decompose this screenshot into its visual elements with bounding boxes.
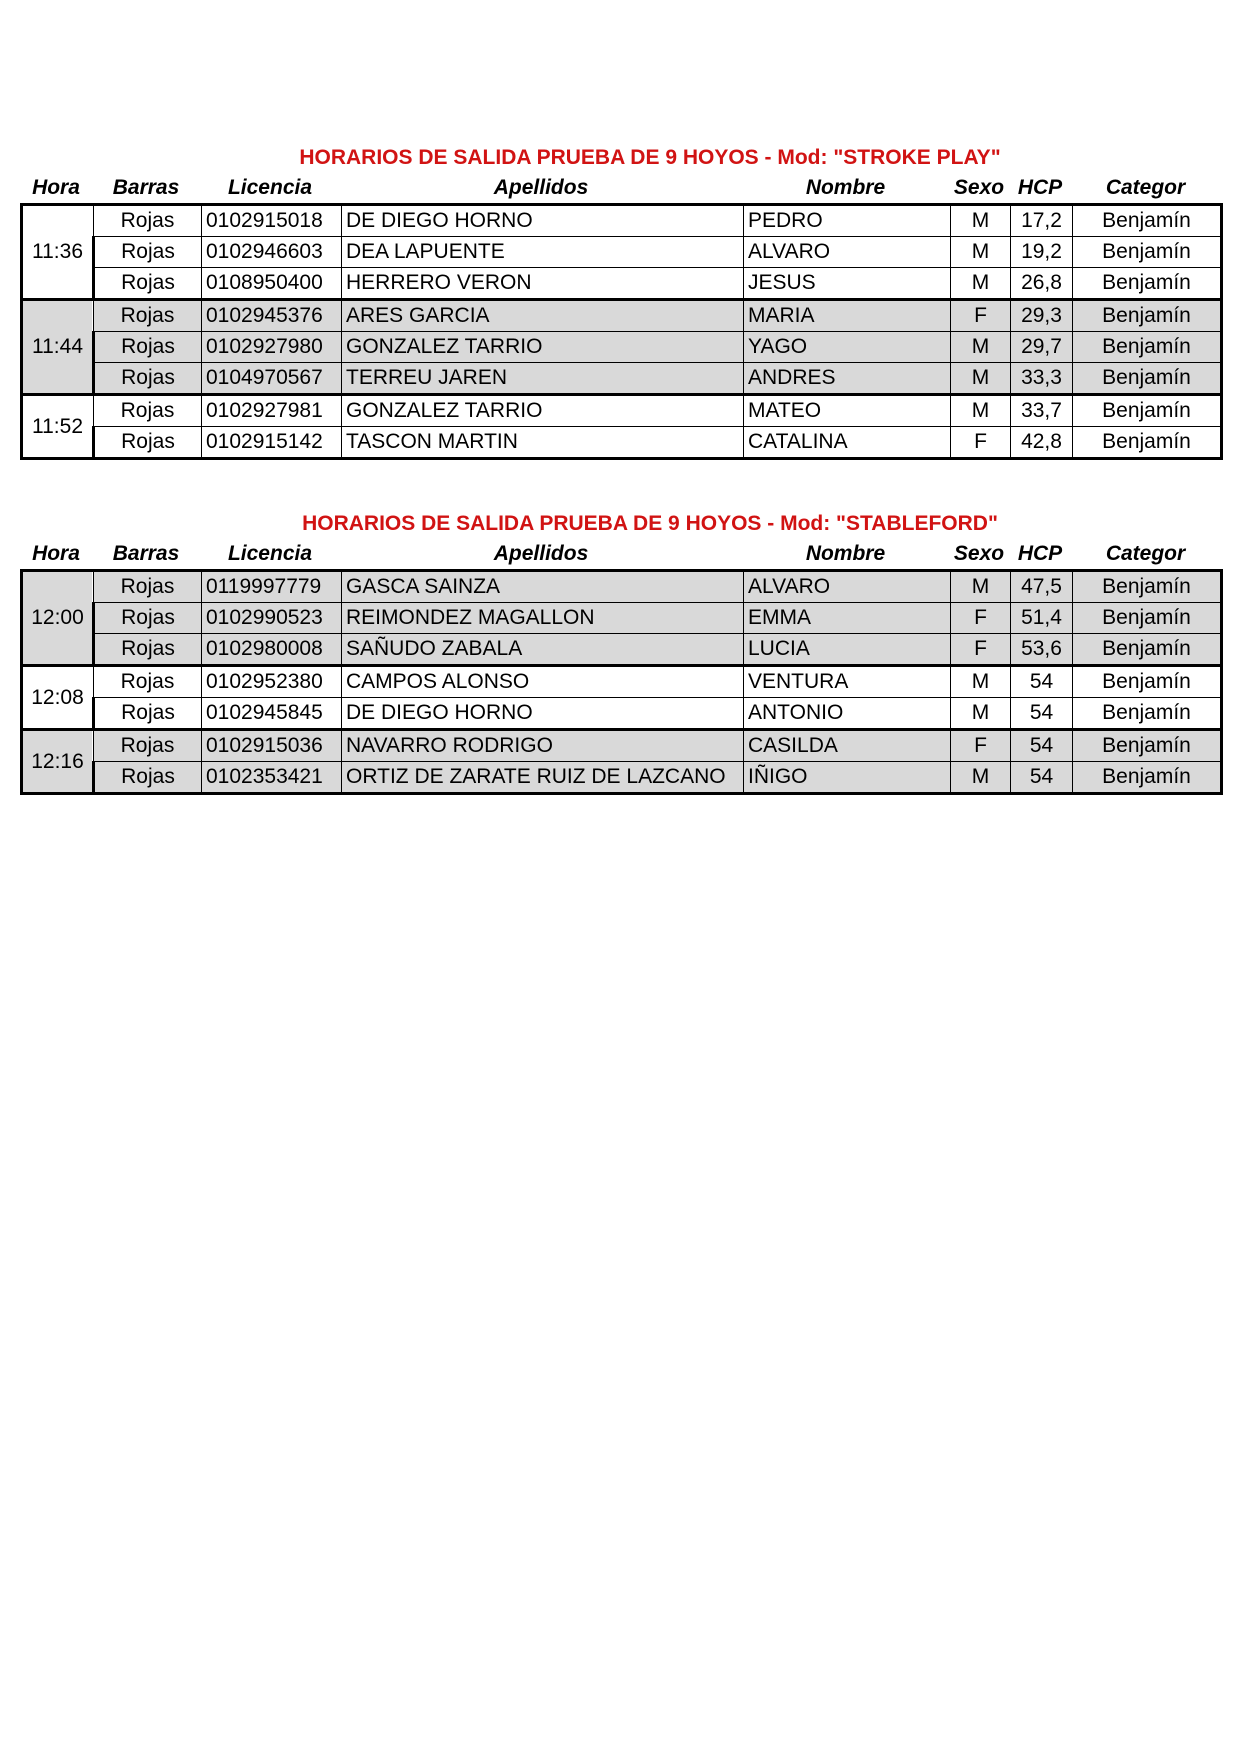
tee-time-table (20, 569, 1223, 795)
table-row (22, 237, 1222, 268)
apellidos-cell: SAÑUDO ZABALA (342, 634, 744, 666)
apellidos-cell: HERRERO VERON (342, 268, 744, 300)
sexo-cell: M (951, 395, 1011, 427)
tee-time-table (20, 203, 1223, 460)
apellidos-cell: TASCON MARTIN (342, 427, 744, 459)
barras-cell: Rojas (94, 332, 202, 363)
licencia-cell: 0108950400 (202, 268, 342, 300)
nombre-cell: JESUS (744, 268, 951, 300)
table-row (22, 363, 1222, 395)
categor-cell: Benjamín (1073, 666, 1222, 698)
categor-cell: Benjamín (1073, 762, 1222, 794)
categor-cell: Benjamín (1073, 268, 1222, 300)
nombre-cell: EMMA (744, 603, 951, 634)
table-row (22, 332, 1222, 363)
licencia-cell: 0102915018 (202, 205, 342, 237)
apellidos-cell: CAMPOS ALONSO (342, 666, 744, 698)
barras-cell: Rojas (94, 730, 202, 762)
barras-cell: Rojas (94, 395, 202, 427)
licencia-cell: 0102952380 (202, 666, 342, 698)
sexo-cell: M (951, 698, 1011, 730)
barras-cell: Rojas (94, 571, 202, 603)
nombre-cell: LUCIA (744, 634, 951, 666)
hcp-cell: 26,8 (1011, 268, 1073, 300)
header-hora: Hora (32, 176, 80, 199)
header-hora: Hora (32, 542, 80, 565)
sexo-cell: M (951, 237, 1011, 268)
sexo-cell: M (951, 363, 1011, 395)
header-hcp: HCP (1017, 542, 1063, 565)
header-nombre: Nombre (805, 176, 886, 199)
apellidos-cell: ARES GARCIA (342, 300, 744, 332)
sexo-cell: M (951, 762, 1011, 794)
table-row (22, 268, 1222, 300)
hcp-cell: 17,2 (1011, 205, 1073, 237)
hcp-cell: 29,3 (1011, 300, 1073, 332)
categor-cell: Benjamín (1073, 603, 1222, 634)
nombre-cell: MATEO (744, 395, 951, 427)
categor-cell: Benjamín (1073, 698, 1222, 730)
sexo-cell: M (951, 571, 1011, 603)
apellidos-cell: DEA LAPUENTE (342, 237, 744, 268)
apellidos-cell: TERREU JAREN (342, 363, 744, 395)
sexo-cell: F (951, 634, 1011, 666)
barras-cell: Rojas (94, 698, 202, 730)
apellidos-cell: GONZALEZ TARRIO (342, 395, 744, 427)
section-stableford (20, 509, 1220, 795)
nombre-cell: ANTONIO (744, 698, 951, 730)
hcp-cell: 54 (1011, 666, 1073, 698)
nombre-cell: ANDRES (744, 363, 951, 395)
licencia-cell: 0102945845 (202, 698, 342, 730)
nombre-cell: PEDRO (744, 205, 951, 237)
categor-cell: Benjamín (1073, 730, 1222, 762)
table-row (22, 666, 1222, 698)
tee-time-cell: 11:44 (22, 300, 94, 395)
apellidos-cell: REIMONDEZ MAGALLON (342, 603, 744, 634)
section-title: HORARIOS DE SALIDA PRUEBA DE 9 HOYOS - Mod: "STABLEFORD" (302, 512, 998, 535)
barras-cell: Rojas (94, 237, 202, 268)
nombre-cell: ALVARO (744, 571, 951, 603)
sexo-cell: M (951, 268, 1011, 300)
sexo-cell: F (951, 427, 1011, 459)
header-apellidos: Apellidos (493, 542, 589, 565)
licencia-cell: 0102915036 (202, 730, 342, 762)
sexo-cell: F (951, 300, 1011, 332)
table-row (22, 427, 1222, 459)
schedule-table (20, 569, 1220, 795)
sexo-cell: F (951, 730, 1011, 762)
barras-cell: Rojas (94, 205, 202, 237)
tee-time-cell: 12:00 (22, 571, 94, 666)
hcp-cell: 51,4 (1011, 603, 1073, 634)
licencia-cell: 0102927980 (202, 332, 342, 363)
header-categor: Categor (1105, 542, 1186, 565)
nombre-cell: MARIA (744, 300, 951, 332)
barras-cell: Rojas (94, 427, 202, 459)
apellidos-cell: DE DIEGO HORNO (342, 205, 744, 237)
hcp-cell: 54 (1011, 762, 1073, 794)
categor-cell: Benjamín (1073, 427, 1222, 459)
header-sexo: Sexo (953, 542, 1005, 565)
hcp-cell: 54 (1011, 698, 1073, 730)
header-licencia: Licencia (227, 542, 313, 565)
header-barras: Barras (112, 176, 180, 199)
hcp-cell: 33,3 (1011, 363, 1073, 395)
tee-time-cell: 12:16 (22, 730, 94, 794)
barras-cell: Rojas (94, 762, 202, 794)
apellidos-cell: GASCA SAINZA (342, 571, 744, 603)
barras-cell: Rojas (94, 666, 202, 698)
column-header-row (20, 539, 1220, 569)
apellidos-cell: DE DIEGO HORNO (342, 698, 744, 730)
sexo-cell: M (951, 332, 1011, 363)
categor-cell: Benjamín (1073, 395, 1222, 427)
schedule-table (20, 203, 1220, 460)
header-hcp: HCP (1017, 176, 1063, 199)
hcp-cell: 33,7 (1011, 395, 1073, 427)
section-title: HORARIOS DE SALIDA PRUEBA DE 9 HOYOS - Mod: "STROKE PLAY" (299, 146, 1001, 169)
categor-cell: Benjamín (1073, 237, 1222, 268)
apellidos-cell: NAVARRO RODRIGO (342, 730, 744, 762)
hcp-cell: 19,2 (1011, 237, 1073, 268)
header-categor: Categor (1105, 176, 1186, 199)
nombre-cell: CASILDA (744, 730, 951, 762)
header-sexo: Sexo (953, 176, 1005, 199)
header-nombre: Nombre (805, 542, 886, 565)
table-row (22, 395, 1222, 427)
apellidos-cell: GONZALEZ TARRIO (342, 332, 744, 363)
hcp-cell: 29,7 (1011, 332, 1073, 363)
hcp-cell: 53,6 (1011, 634, 1073, 666)
hcp-cell: 42,8 (1011, 427, 1073, 459)
categor-cell: Benjamín (1073, 332, 1222, 363)
licencia-cell: 0102980008 (202, 634, 342, 666)
licencia-cell: 0104970567 (202, 363, 342, 395)
tee-time-cell: 12:08 (22, 666, 94, 730)
licencia-cell: 0102915142 (202, 427, 342, 459)
hcp-cell: 54 (1011, 730, 1073, 762)
categor-cell: Benjamín (1073, 300, 1222, 332)
categor-cell: Benjamín (1073, 634, 1222, 666)
sexo-cell: M (951, 666, 1011, 698)
table-row (22, 762, 1222, 794)
licencia-cell: 0119997779 (202, 571, 342, 603)
categor-cell: Benjamín (1073, 363, 1222, 395)
tee-time-cell: 11:52 (22, 395, 94, 459)
table-row (22, 571, 1222, 603)
table-row (22, 205, 1222, 237)
nombre-cell: CATALINA (744, 427, 951, 459)
header-apellidos: Apellidos (493, 176, 589, 199)
licencia-cell: 0102990523 (202, 603, 342, 634)
barras-cell: Rojas (94, 268, 202, 300)
column-header-row (20, 173, 1220, 203)
header-licencia: Licencia (227, 176, 313, 199)
barras-cell: Rojas (94, 300, 202, 332)
nombre-cell: ALVARO (744, 237, 951, 268)
table-row (22, 634, 1222, 666)
barras-cell: Rojas (94, 634, 202, 666)
header-barras: Barras (112, 542, 180, 565)
categor-cell: Benjamín (1073, 571, 1222, 603)
apellidos-cell: ORTIZ DE ZARATE RUIZ DE LAZCANO (342, 762, 744, 794)
licencia-cell: 0102946603 (202, 237, 342, 268)
tee-time-cell: 11:36 (22, 205, 94, 300)
licencia-cell: 0102353421 (202, 762, 342, 794)
section-stroke-play (20, 143, 1220, 460)
table-row (22, 730, 1222, 762)
barras-cell: Rojas (94, 603, 202, 634)
nombre-cell: IÑIGO (744, 762, 951, 794)
table-row (22, 603, 1222, 634)
sexo-cell: F (951, 603, 1011, 634)
sexo-cell: M (951, 205, 1011, 237)
nombre-cell: VENTURA (744, 666, 951, 698)
table-row (22, 300, 1222, 332)
table-row (22, 698, 1222, 730)
categor-cell: Benjamín (1073, 205, 1222, 237)
hcp-cell: 47,5 (1011, 571, 1073, 603)
barras-cell: Rojas (94, 363, 202, 395)
licencia-cell: 0102945376 (202, 300, 342, 332)
licencia-cell: 0102927981 (202, 395, 342, 427)
nombre-cell: YAGO (744, 332, 951, 363)
